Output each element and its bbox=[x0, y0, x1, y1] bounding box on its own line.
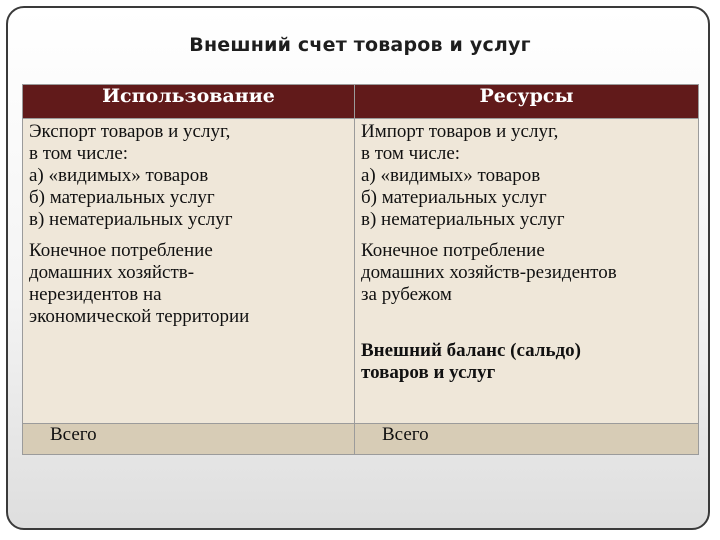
resources-line: Конечное потребление bbox=[361, 240, 545, 261]
slide-title: Внешний счет товаров и услуг bbox=[189, 34, 531, 56]
resources-cell bbox=[355, 119, 699, 424]
balance-line: Внешний баланс (сальдо) bbox=[361, 340, 581, 361]
external-account-table bbox=[22, 84, 699, 455]
table-header-row bbox=[23, 85, 699, 119]
total-usage-label: Всего bbox=[50, 424, 97, 445]
usage-line: б) материальных услуг bbox=[29, 187, 215, 208]
usage-line: а) «видимых» товаров bbox=[29, 165, 209, 186]
table-body-row bbox=[23, 119, 699, 424]
usage-line: Конечное потребление bbox=[29, 240, 213, 261]
resources-line: за рубежом bbox=[361, 284, 452, 305]
resources-line: в) нематериальных услуг bbox=[361, 209, 565, 230]
total-resources-label: Всего bbox=[382, 424, 429, 445]
resources-line: Импорт товаров и услуг, bbox=[361, 121, 559, 142]
usage-line: экономической территории bbox=[29, 306, 250, 327]
resources-line: а) «видимых» товаров bbox=[361, 165, 541, 186]
usage-cell bbox=[23, 119, 355, 424]
resources-line: домашних хозяйств-резидентов bbox=[361, 262, 617, 283]
table-total-row bbox=[23, 424, 699, 455]
total-resources-cell bbox=[355, 424, 699, 455]
header-usage: Использование bbox=[23, 85, 355, 119]
usage-line: Экспорт товаров и услуг, bbox=[29, 121, 231, 142]
usage-line: домашних хозяйств- bbox=[29, 262, 195, 283]
total-usage-cell bbox=[23, 424, 355, 455]
usage-line: нерезидентов на bbox=[29, 284, 162, 305]
header-resources: Ресурсы bbox=[355, 85, 699, 119]
resources-line: в том числе: bbox=[361, 143, 461, 164]
usage-line: в том числе: bbox=[29, 143, 129, 164]
usage-line: в) нематериальных услуг bbox=[29, 209, 233, 230]
balance-line: товаров и услуг bbox=[361, 362, 496, 383]
resources-line: б) материальных услуг bbox=[361, 187, 547, 208]
